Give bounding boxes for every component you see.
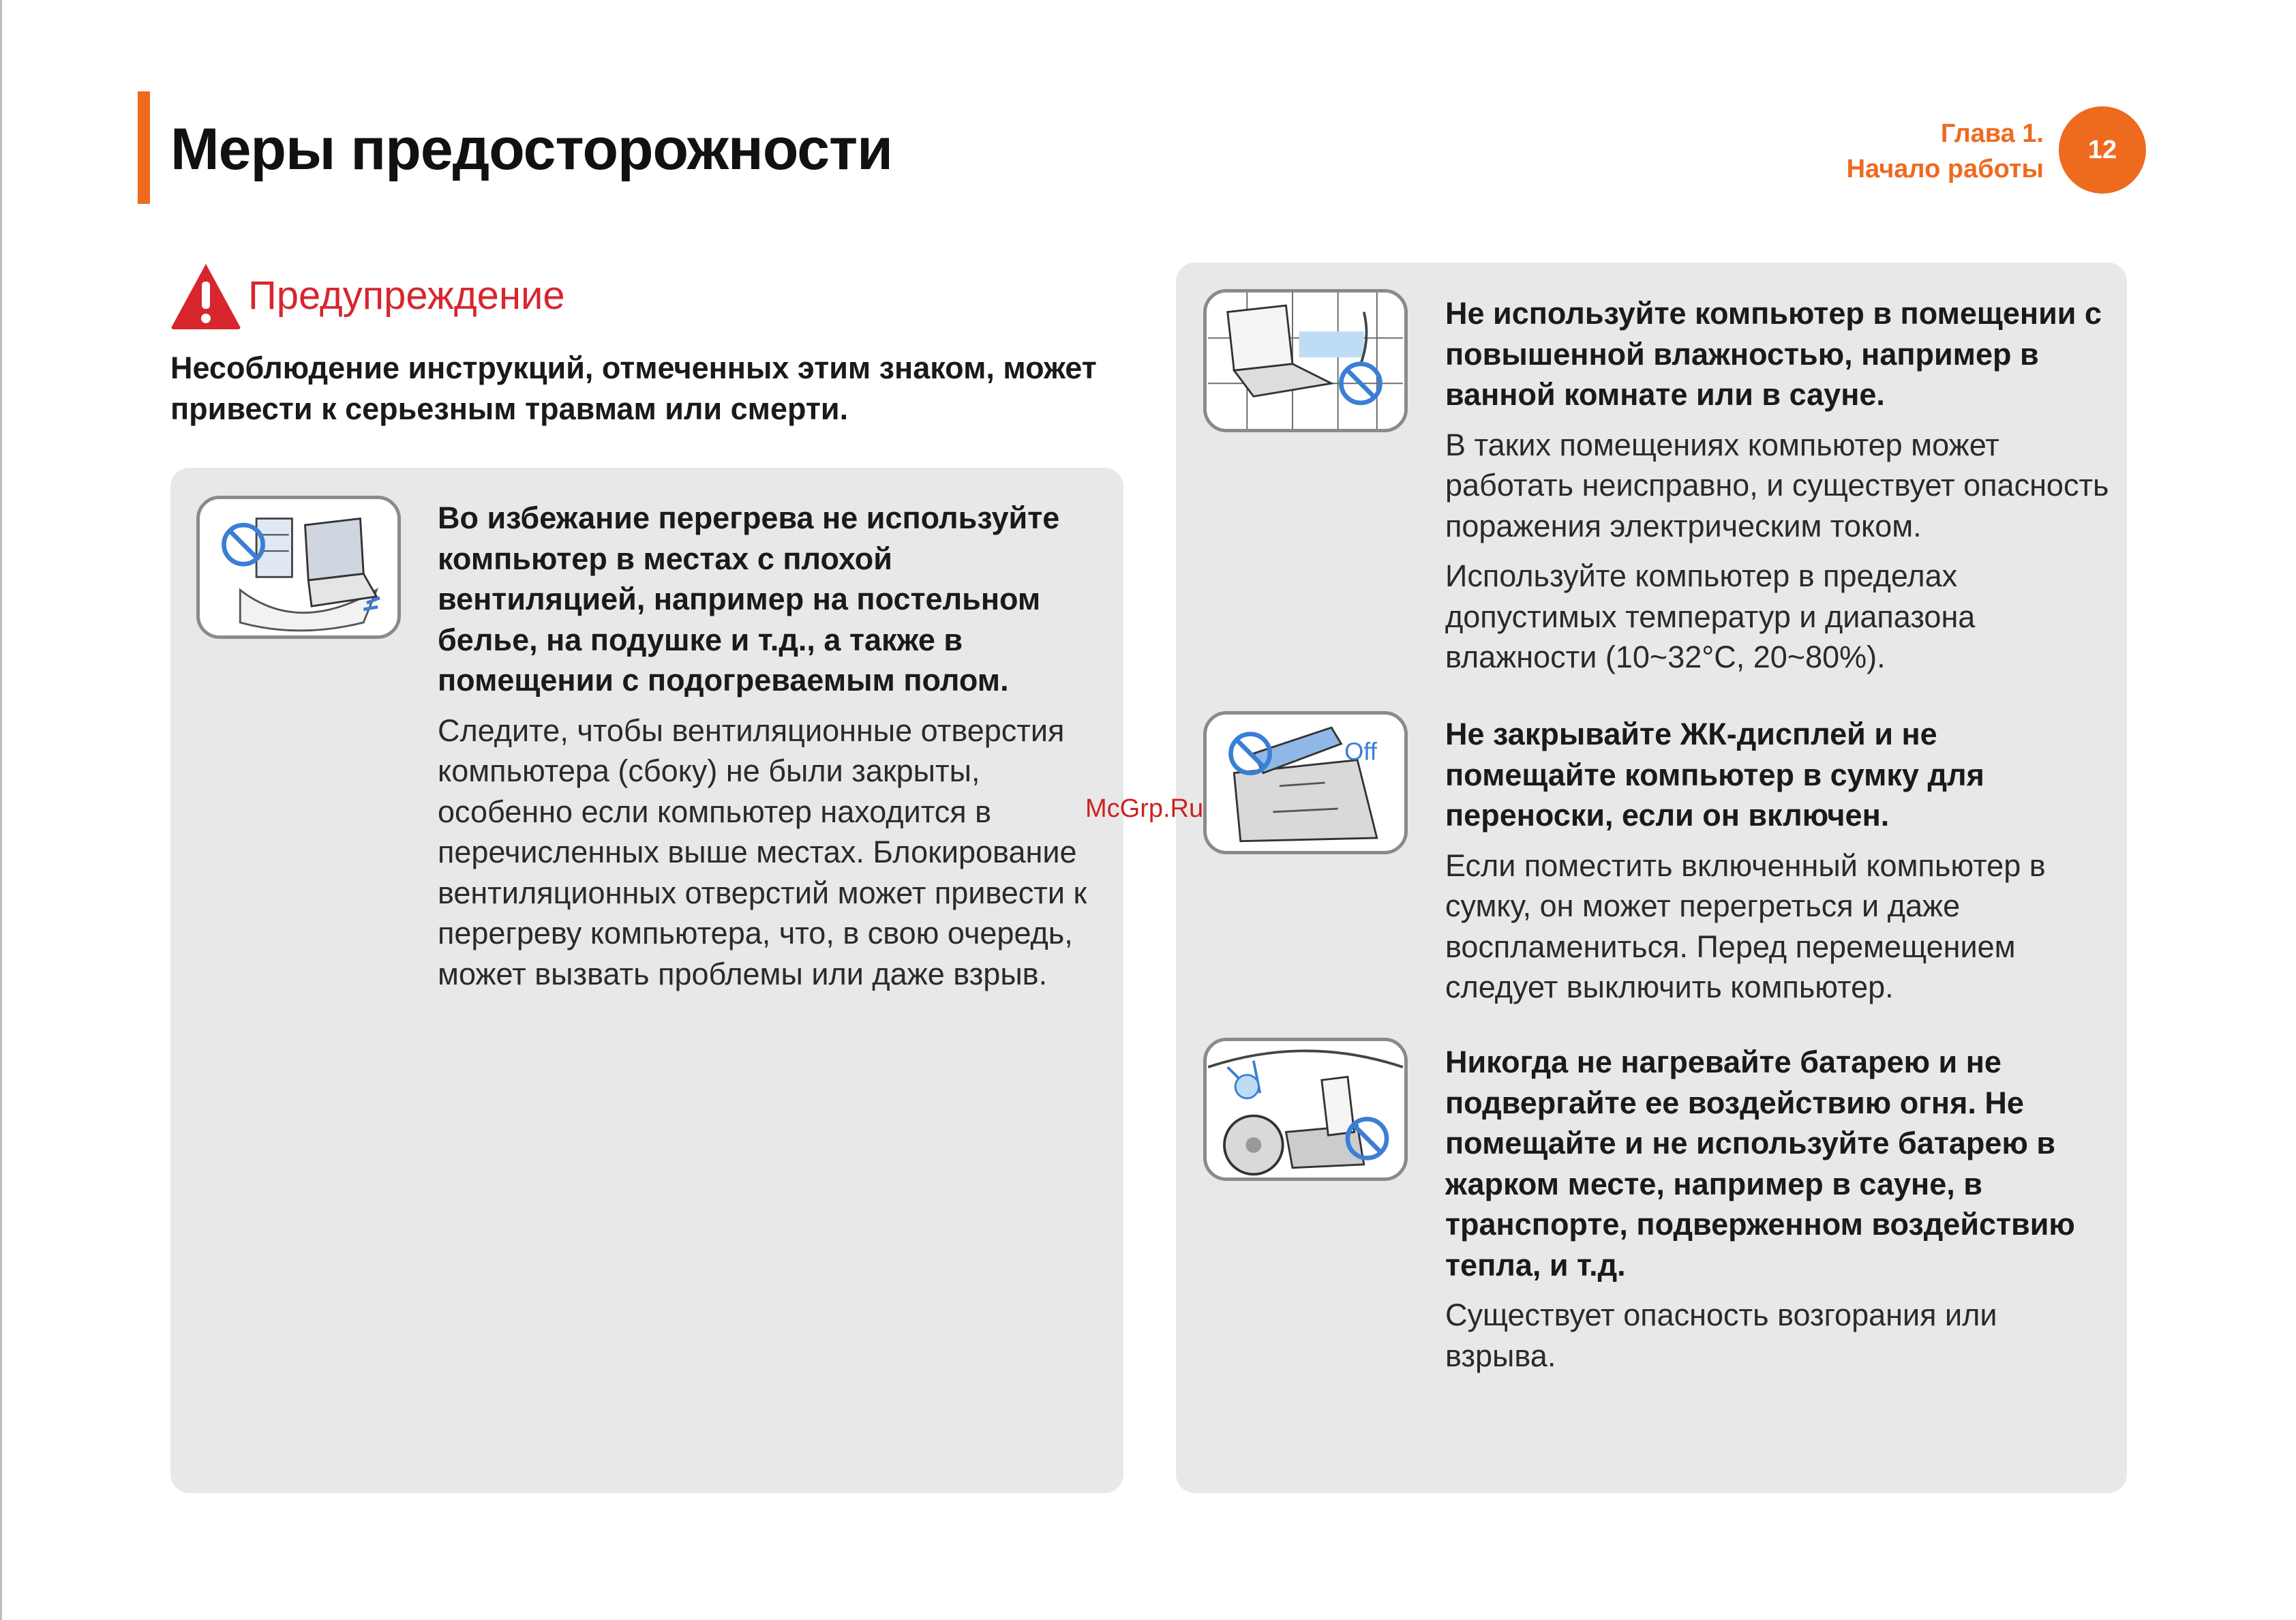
item-body: Следите, чтобы вентиляционные отверстия компьютера (сбоку) не были закрыты, особенно если компьютер находится в перечисленных выше местах. Блокирование вентиляционных отверстий может привести к перегреву компьютера, что, в свою очередь, может вызвать проблемы или даже взрыв. xyxy=(438,712,1087,991)
item-battery xyxy=(1445,1042,2113,1376)
warning-heading: Предупреждение xyxy=(248,273,565,318)
page-title: Меры предосторожности xyxy=(170,117,893,182)
chapter-number: Глава 1. xyxy=(1940,119,2044,148)
item-body: Существует опасность возгорания или взрыва. xyxy=(1445,1298,1997,1373)
item-title: Не закрывайте ЖК-дисплей и не помещайте компьютер в сумку для переноски, если он включен. xyxy=(1445,717,1984,832)
chapter-name: Начало работы xyxy=(1846,155,2044,183)
item-body: Если поместить включенный компьютер в сумку, он может перегреться и даже воспламениться. Перед перемещением следует выключить компьютер. xyxy=(1445,847,2046,1004)
item-body: В таких помещениях компьютер может работать неисправно, и существует опасность поражения электрическим током. xyxy=(1445,427,2109,543)
off-label: Off xyxy=(1344,737,1377,766)
chapter-label xyxy=(1847,116,2044,187)
item-title: Во избежание перегрева не используйте компьютер в местах с плохой вентиляцией, например на постельном белье, на подушке и т.д., а также в помещении с подогреваемым полом. xyxy=(438,500,1060,698)
page-number-badge: 12 xyxy=(2059,106,2146,194)
warning-triangle-icon xyxy=(169,261,243,331)
watermark: McGrp.Ru xyxy=(1085,794,1204,823)
page-edge xyxy=(0,0,2,1620)
warning-description: Несоблюдение инструкций, отмеченных этим знаком, может привести к серьезным травмам или смерти. xyxy=(170,350,1097,426)
item-ventilation xyxy=(438,498,1102,994)
item-title: Никогда не нагревайте батарею и не подвергайте ее воздействию огня. Не помещайте и не используйте батарею в жарком месте, например в сауне, в транспорте, подверженном воздействию тепла, и т.д. xyxy=(1445,1045,2075,1282)
laptop-on-bed-icon xyxy=(196,496,401,639)
laptop-in-bag-icon xyxy=(1203,711,1408,854)
item-title: Не используйте компьютер в помещении с повышенной влажностью, например в ванной комнате или в сауне. xyxy=(1445,296,2102,412)
item-humidity xyxy=(1445,293,2113,678)
laptop-in-car-icon xyxy=(1203,1038,1408,1181)
laptop-bathroom-icon xyxy=(1203,289,1408,432)
title-accent-bar xyxy=(138,91,150,204)
item-bag xyxy=(1445,714,2113,1008)
item-body: Используйте компьютер в пределах допустимых температур и диапазона влажности (10~32°C, 20~80%). xyxy=(1445,558,1976,674)
